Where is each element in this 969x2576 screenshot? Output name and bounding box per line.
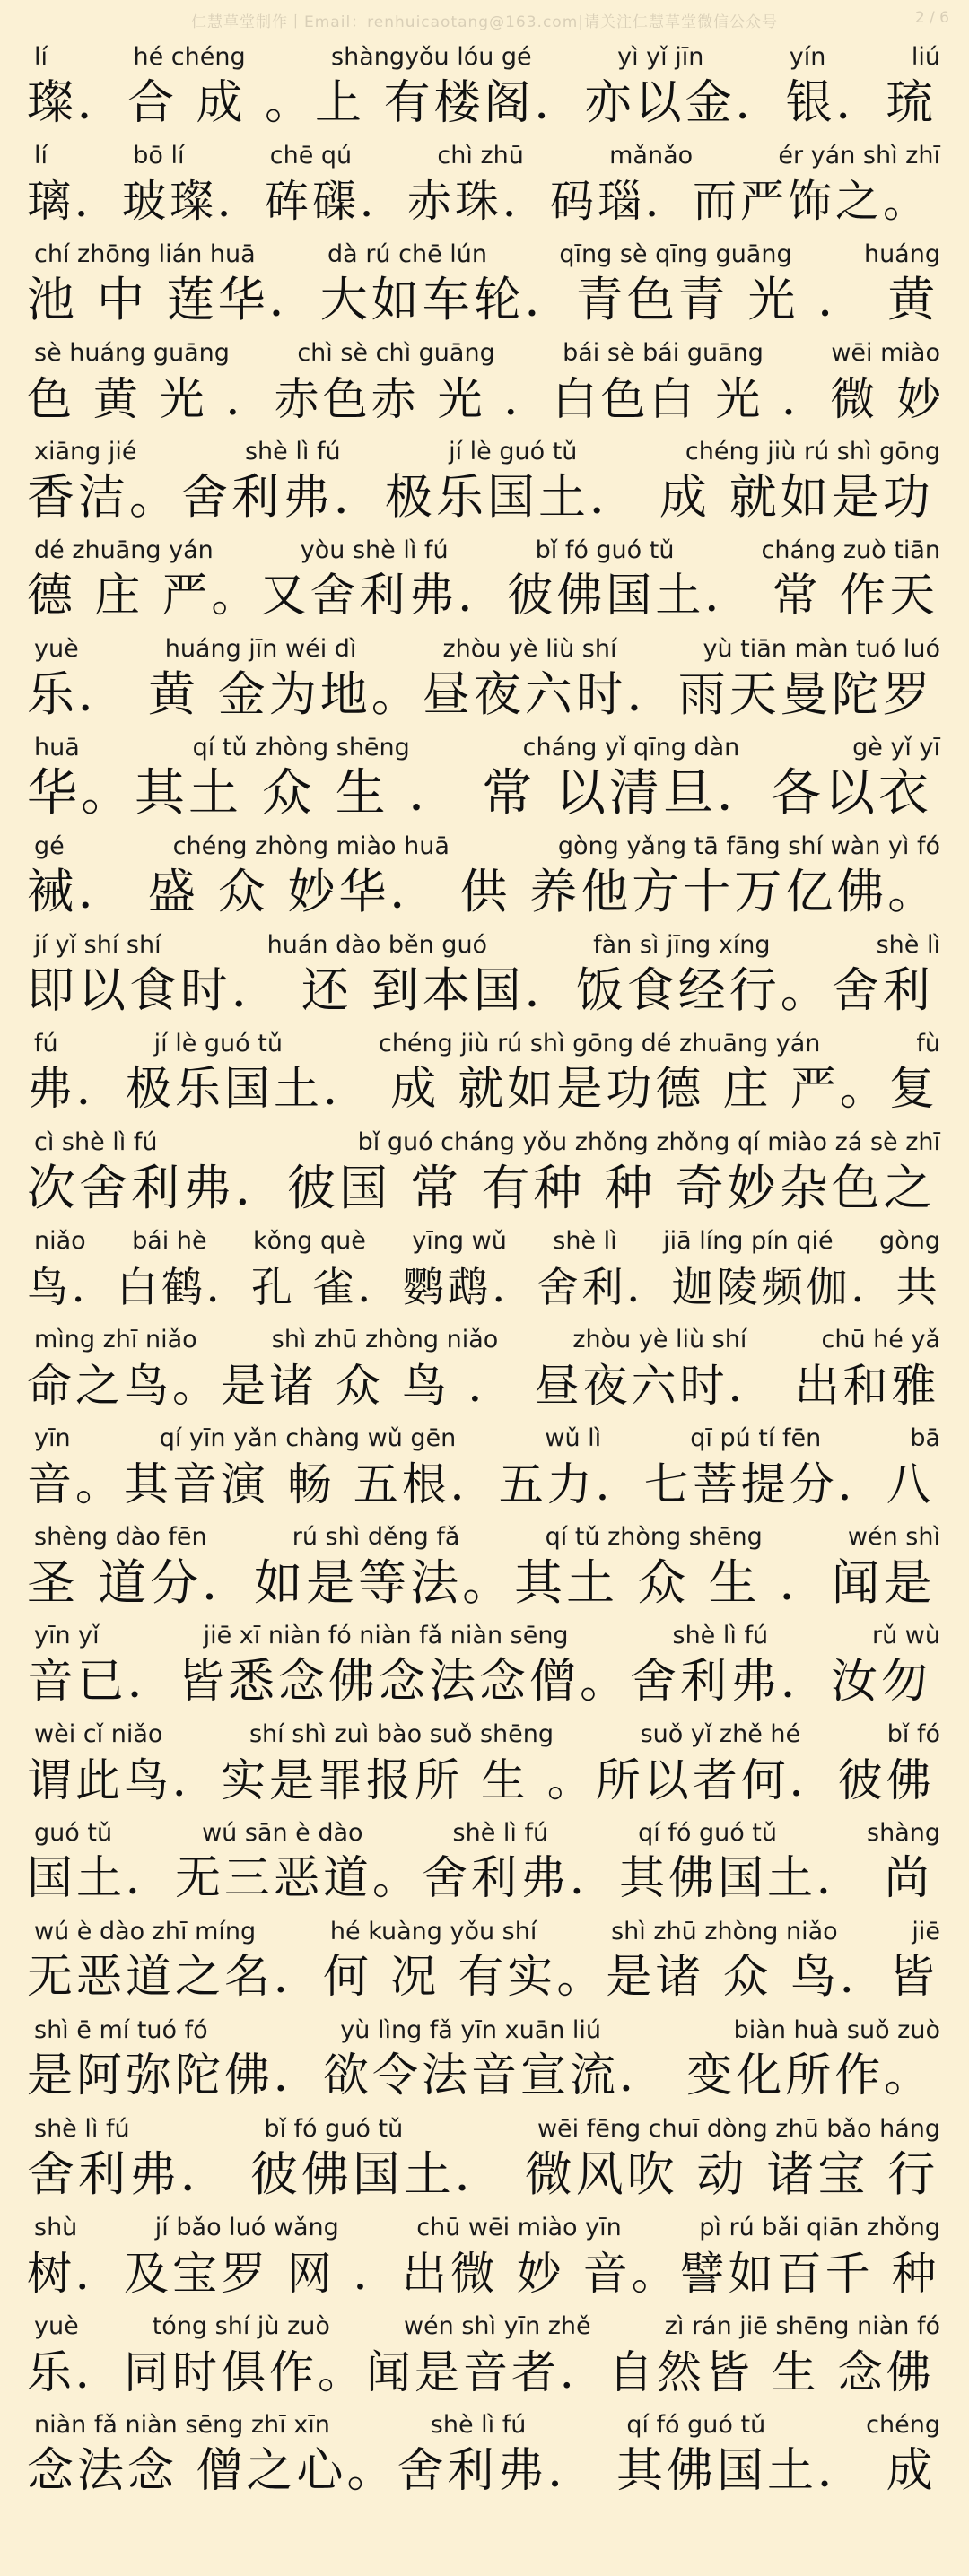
pinyin-row bbox=[34, 240, 940, 269]
pinyin-group: chéng jiù rú shì gōng bbox=[685, 438, 940, 466]
pinyin-row bbox=[34, 2411, 940, 2440]
pinyin-group: jiā líng pín qié bbox=[663, 1227, 834, 1255]
pinyin-group: pì rú bǎi qiān zhǒng bbox=[699, 2214, 940, 2241]
pinyin-group: fù bbox=[916, 1030, 940, 1057]
hanzi-row: 命之鸟。是诸 众 鸟 ． 昼夜六时． 出和雅 bbox=[27, 1360, 940, 1412]
pinyin-group: shè lì fú bbox=[672, 1622, 769, 1649]
pinyin-row bbox=[34, 1424, 940, 1453]
pinyin-group: sè huáng guāng bbox=[34, 339, 230, 367]
page-number: 2 / 6 bbox=[914, 9, 949, 27]
pinyin-row bbox=[34, 43, 940, 72]
hanzi-row: 弗．极乐国土． 成 就如是功德 庄 严。复 bbox=[27, 1063, 938, 1116]
pinyin-group: gòng yǎng tā fāng shí wàn yì fó bbox=[557, 832, 940, 860]
text-line bbox=[0, 1320, 969, 1419]
hanzi-row: 圣 道分．如是等法。其土 众 生 ．闻是 bbox=[27, 1554, 936, 1611]
text-line bbox=[0, 2208, 969, 2307]
pinyin-group: chū hé yǎ bbox=[821, 1326, 940, 1353]
pinyin-group: jí lè guó tǔ bbox=[449, 438, 578, 466]
pinyin-group: guó tǔ bbox=[34, 1819, 113, 1847]
pinyin-group: huán dào běn guó bbox=[266, 931, 488, 959]
pinyin-group: chì zhū bbox=[437, 142, 524, 170]
text-line bbox=[0, 1616, 969, 1715]
pinyin-group: gòng bbox=[879, 1227, 940, 1255]
pinyin-group: yù lìng fǎ yīn xuān liú bbox=[340, 2016, 602, 2044]
pinyin-group: jí yǐ shí shí bbox=[34, 931, 162, 959]
pinyin-group: wēi fēng chuī dòng zhū bǎo háng bbox=[537, 2115, 940, 2143]
pinyin-group: shè lì fú bbox=[430, 2411, 527, 2439]
text-line bbox=[0, 1024, 969, 1123]
hanzi-row: 乐． 黄 金为地。昼夜六时．雨天曼陀罗 bbox=[27, 667, 934, 722]
pinyin-row bbox=[34, 2214, 940, 2242]
text-line bbox=[0, 630, 969, 728]
pinyin-group: cháng zuò tiān bbox=[761, 536, 940, 564]
pinyin-group: fú bbox=[34, 1030, 58, 1057]
pinyin-group: wén shì bbox=[847, 1523, 940, 1551]
pinyin-group: jí bǎo luó wǎng bbox=[154, 2214, 339, 2241]
pinyin-group: qīng sè qīng guāng bbox=[559, 240, 792, 268]
hanzi-row: 音。其音演 畅 五根．五力．七菩提分．八 bbox=[27, 1458, 935, 1510]
pinyin-group: bǐ fó guó tǔ bbox=[535, 536, 675, 564]
hanzi-row: 次舍利弗．彼国 常 有种 种 奇妙杂色之 bbox=[27, 1160, 936, 1216]
text-line bbox=[0, 926, 969, 1024]
pinyin-group: yuè bbox=[34, 635, 79, 663]
hanzi-row: 香洁。舍利弗．极乐国土． 成 就如是功 bbox=[27, 470, 934, 525]
pinyin-group: cì shè lì fú bbox=[34, 1128, 158, 1156]
pinyin-row bbox=[34, 931, 940, 960]
text-line bbox=[0, 136, 969, 235]
pinyin-row bbox=[34, 1622, 940, 1650]
pinyin-group: yù tiān màn tuó luó bbox=[703, 635, 940, 663]
pinyin-group: kǒng què bbox=[253, 1227, 366, 1255]
pinyin-row bbox=[34, 1128, 940, 1157]
hanzi-row: 谓此鸟．实是罪报所 生 。所以者何．彼佛 bbox=[27, 1754, 935, 1806]
pinyin-row bbox=[34, 2115, 940, 2144]
pinyin-row bbox=[34, 142, 940, 170]
text-line bbox=[0, 1222, 969, 1320]
pinyin-group: yīn bbox=[34, 1424, 71, 1452]
text-line bbox=[0, 235, 969, 334]
pinyin-row bbox=[34, 1720, 940, 1749]
pinyin-group: shàng bbox=[867, 1819, 940, 1847]
pinyin-group: wǔ lì bbox=[545, 1424, 602, 1452]
text-line bbox=[0, 531, 969, 630]
pinyin-group: niǎo bbox=[34, 1227, 86, 1255]
pinyin-group: shù bbox=[34, 2214, 78, 2241]
text-line bbox=[0, 1123, 969, 1222]
text-line bbox=[0, 827, 969, 926]
pinyin-group: biàn huà suǒ zuò bbox=[733, 2016, 940, 2044]
pinyin-group: shàngyǒu lóu gé bbox=[331, 43, 532, 71]
pinyin-group: yín bbox=[789, 43, 826, 71]
pinyin-row bbox=[34, 438, 940, 466]
pinyin-group: huáng bbox=[863, 240, 940, 268]
hanzi-row: 音已．皆悉念佛念法念僧。舍利弗．汝勿 bbox=[27, 1655, 932, 1709]
pinyin-group: wú è dào zhī míng bbox=[34, 1918, 257, 1945]
pinyin-group: chí zhōng lián huā bbox=[34, 240, 256, 268]
pinyin-group: rú shì děng fǎ bbox=[292, 1523, 460, 1551]
text-line bbox=[0, 334, 969, 432]
pinyin-group: yuè bbox=[34, 2312, 79, 2340]
pinyin-group: shì ē mí tuó fó bbox=[34, 2016, 208, 2044]
hanzi-row: 无恶道之名．何 况 有实。是诸 众 鸟．皆 bbox=[27, 1951, 938, 2004]
pinyin-row bbox=[34, 339, 940, 368]
pinyin-group: qí yīn yǎn chàng wǔ gēn bbox=[159, 1424, 457, 1452]
text-line bbox=[0, 1912, 969, 2011]
hanzi-row: 池 中 莲华．大如车轮．青色青 光 ． 黄 bbox=[27, 273, 939, 327]
pinyin-group: rǔ wù bbox=[872, 1622, 940, 1649]
pinyin-group: shì zhū zhòng niǎo bbox=[611, 1918, 838, 1945]
pinyin-group: shì zhū zhòng niǎo bbox=[271, 1326, 499, 1353]
pinyin-group: xiāng jié bbox=[34, 438, 137, 466]
hanzi-row: 璨．合 成 。上 有楼阁．亦以金．银．琉 bbox=[27, 76, 937, 130]
pinyin-group: cháng yǐ qīng dàn bbox=[522, 734, 740, 761]
pinyin-group: lí bbox=[34, 43, 48, 71]
hanzi-row: 德 庄 严。又舍利弗．彼佛国土． 常 作天 bbox=[27, 570, 938, 622]
pinyin-row bbox=[34, 2312, 940, 2341]
pinyin-group: bǐ fó guó tǔ bbox=[264, 2115, 404, 2143]
pinyin-group: ér yán shì zhī bbox=[778, 142, 940, 170]
pinyin-row bbox=[34, 1819, 940, 1848]
pinyin-group: yīng wǔ bbox=[412, 1227, 507, 1255]
pinyin-group: zhòu yè liù shí bbox=[442, 635, 617, 663]
pinyin-group: bǐ guó cháng yǒu zhǒng zhǒng qí miào zá sè zhī bbox=[357, 1128, 940, 1156]
pinyin-group: qí fó guó tǔ bbox=[626, 2411, 766, 2439]
hanzi-row: 色 黄 光 ．赤色赤 光 ．白色白 光 ．微 妙 bbox=[27, 373, 946, 425]
pinyin-group: liú bbox=[911, 43, 940, 71]
text-line bbox=[0, 1715, 969, 1814]
pinyin-group: hé kuàng yǒu shí bbox=[329, 1918, 537, 1945]
pinyin-group: wén shì yīn zhě bbox=[403, 2312, 591, 2340]
text-line bbox=[0, 2011, 969, 2110]
text-line bbox=[0, 2406, 969, 2504]
pinyin-group: gè yǐ yī bbox=[852, 734, 940, 761]
pinyin-group: mǎnǎo bbox=[609, 142, 694, 170]
pinyin-row bbox=[34, 1326, 940, 1354]
pinyin-group: bǐ fó bbox=[886, 1720, 940, 1748]
pinyin-group: chū wēi miào yīn bbox=[416, 2214, 622, 2241]
hanzi-row: 乐．同时俱作。闻是音者．自然皆 生 念佛 bbox=[27, 2346, 935, 2398]
pinyin-row bbox=[34, 1030, 940, 1058]
pinyin-group: jiē bbox=[912, 1918, 940, 1945]
hanzi-row: 树．及宝罗 网 ．出微 妙 音。譬如百千 种 bbox=[27, 2248, 940, 2300]
text-line bbox=[0, 432, 969, 531]
pinyin-row bbox=[34, 1227, 940, 1256]
pinyin-row bbox=[34, 832, 940, 861]
hanzi-row: 国土．无三恶道。舍利弗．其佛国土． 尚 bbox=[27, 1852, 934, 1905]
pinyin-group: shè lì bbox=[876, 931, 940, 959]
hanzi-row: 是阿弥陀佛．欲令法音宣流． 变化所作。 bbox=[27, 2049, 934, 2102]
pinyin-group: dà rú chē lún bbox=[327, 240, 487, 268]
hanzi-row: 璃．玻璨．砗磲．赤珠．码瑙．而严饰之。 bbox=[27, 176, 931, 227]
text-line bbox=[0, 1419, 969, 1518]
pinyin-group: bái hè bbox=[132, 1227, 207, 1255]
hanzi-row: 即以食时． 还 到本国．饭食经行。舍利 bbox=[27, 963, 934, 1018]
hanzi-row: 裓． 盛 众 妙华． 供 养他方十万亿佛。 bbox=[27, 865, 939, 919]
pinyin-group: qí tǔ zhòng shēng bbox=[545, 1523, 763, 1551]
pinyin-group: qī pú tí fēn bbox=[690, 1424, 822, 1452]
pinyin-group: shè lì fú bbox=[34, 2115, 130, 2143]
pinyin-group: gé bbox=[34, 832, 65, 860]
pinyin-group: shè lì bbox=[553, 1227, 617, 1255]
pinyin-group: chē qú bbox=[269, 142, 353, 170]
pinyin-group: hé chéng bbox=[133, 43, 246, 71]
pinyin-group: wèi cǐ niǎo bbox=[34, 1720, 163, 1748]
pinyin-group: jí lè guó tǔ bbox=[153, 1030, 283, 1057]
pinyin-row bbox=[34, 635, 940, 664]
pinyin-row bbox=[34, 2016, 940, 2045]
pinyin-group: yì yǐ jīn bbox=[617, 43, 704, 71]
pinyin-group: shè lì fú bbox=[452, 1819, 549, 1847]
pinyin-group: tóng shí jù zuò bbox=[152, 2312, 330, 2340]
pinyin-group: huáng jīn wéi dì bbox=[164, 635, 357, 663]
pinyin-group: bái sè bái guāng bbox=[563, 339, 764, 367]
text-line bbox=[0, 2110, 969, 2208]
text-line bbox=[0, 2307, 969, 2406]
pinyin-group: shí shì zuì bào suǒ shēng bbox=[249, 1720, 554, 1748]
pinyin-group: suǒ yǐ zhě hé bbox=[640, 1720, 801, 1748]
pinyin-group: niàn fǎ niàn sēng zhī xīn bbox=[34, 2411, 330, 2439]
hanzi-row: 念法念 僧之心。舍利弗． 其佛国土． 成 bbox=[27, 2444, 937, 2498]
hanzi-row: 华。其土 众 生 ． 常 以清旦．各以衣 bbox=[27, 764, 933, 822]
pinyin-group: wú sān è dào bbox=[202, 1819, 363, 1847]
pinyin-row bbox=[34, 1523, 940, 1552]
text-line bbox=[0, 1814, 969, 1912]
text-line bbox=[0, 728, 969, 827]
pinyin-group: bō lí bbox=[133, 142, 185, 170]
pinyin-group: jiē xī niàn fó niàn fǎ niàn sēng bbox=[203, 1622, 569, 1649]
text-line bbox=[0, 1518, 969, 1616]
pinyin-group: shè lì fú bbox=[244, 438, 341, 466]
pinyin-group: mìng zhī niǎo bbox=[34, 1326, 197, 1353]
pinyin-row bbox=[34, 1918, 940, 1946]
pinyin-group: chì sè chì guāng bbox=[297, 339, 495, 367]
pinyin-row bbox=[34, 536, 940, 565]
pinyin-group: chéng jiù rú shì gōng dé zhuāng yán bbox=[378, 1030, 821, 1057]
text-line bbox=[0, 38, 969, 136]
pinyin-group: chéng bbox=[866, 2411, 940, 2439]
watermark-text: 仁慧草堂制作丨Email：renhuicaotang@163.com|请关注仁慧草堂微信公众号 bbox=[191, 13, 778, 31]
pinyin-group: chéng zhòng miào huā bbox=[172, 832, 450, 860]
pinyin-group: fàn sì jīng xíng bbox=[593, 931, 771, 959]
scripture-text-body bbox=[0, 38, 969, 2504]
pinyin-group: yīn yǐ bbox=[34, 1622, 100, 1649]
pinyin-group: huā bbox=[34, 734, 80, 761]
pinyin-group: yòu shè lì fú bbox=[300, 536, 449, 564]
pinyin-group: wēi miào bbox=[831, 339, 940, 367]
hanzi-row: 鸟．白鹤．孔 雀．鹦鹉．舍利．迦陵频伽．共 bbox=[27, 1263, 941, 1311]
pinyin-group: bā bbox=[910, 1424, 940, 1452]
pinyin-group: shèng dào fēn bbox=[34, 1523, 207, 1551]
pinyin-group: qí fó guó tǔ bbox=[638, 1819, 778, 1847]
hanzi-row: 舍利弗． 彼佛国土． 微风吹 动 诸宝 行 bbox=[27, 2147, 939, 2202]
pinyin-group: dé zhuāng yán bbox=[34, 536, 214, 564]
pinyin-group: lí bbox=[34, 142, 48, 170]
pinyin-row bbox=[34, 734, 940, 762]
pinyin-group: zì rán jiē shēng niàn fó bbox=[664, 2312, 940, 2340]
pinyin-group: zhòu yè liù shí bbox=[572, 1326, 747, 1353]
pinyin-group: qí tǔ zhòng shēng bbox=[192, 734, 410, 761]
